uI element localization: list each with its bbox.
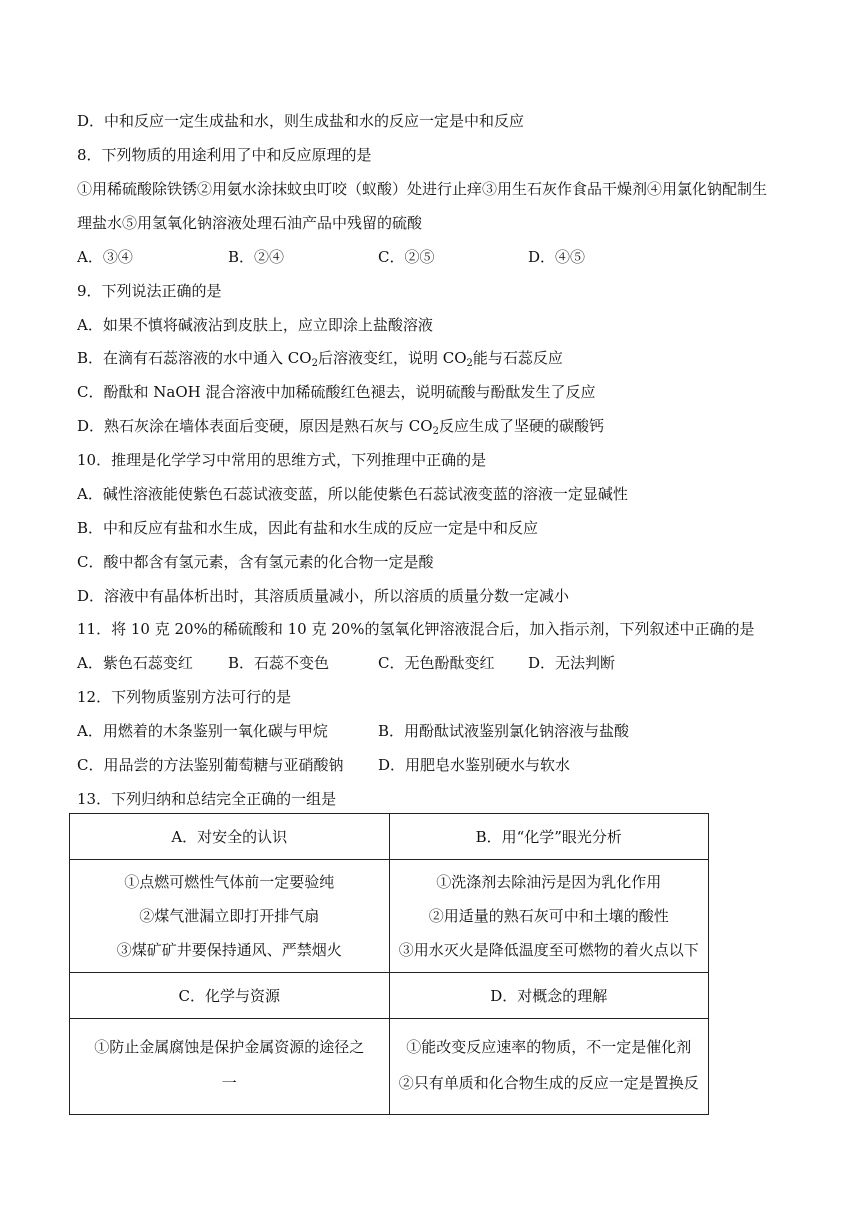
q13-cell-b-items	[389, 860, 709, 973]
q13-cell-a-title: A．对安全的认识	[70, 814, 390, 860]
q9-option-a: A．如果不慎将碱液沾到皮肤上，应立即涂上盐酸溶液	[77, 316, 433, 334]
q13-c-item-1: ①防止金属腐蚀是保护金属资源的途径之	[94, 1038, 365, 1056]
q13-cell-d-items	[389, 1019, 709, 1115]
q9-b-sub-2: 2	[466, 358, 473, 369]
q8-stem: 8．下列物质的用途利用了中和反应原理的是	[77, 146, 372, 164]
q9-stem: 9．下列说法正确的是	[77, 282, 222, 300]
q9-d-sub: 2	[432, 426, 439, 437]
q9-b-text-3: 能与石蕊反应	[472, 349, 563, 367]
q12-option-c: C．用品尝的方法鉴别葡萄糖与亚硝酸钠	[77, 756, 344, 774]
q9-b-sub-1: 2	[311, 358, 318, 369]
q9-d-text-1: D．熟石灰涂在墙体表面后变硬，原因是熟石灰与 CO	[77, 417, 433, 435]
q13-cell-c-items	[70, 1019, 390, 1115]
q9-b-text-1: B．在滴有石蕊溶液的水中通入 CO	[77, 349, 312, 367]
q13-b-item-1: ①洗涤剂去除油污是因为乳化作用	[436, 873, 662, 891]
q7-option-d: D．中和反应一定生成盐和水，则生成盐和水的反应一定是中和反应	[77, 112, 525, 130]
q13-a-item-3: ③煤矿矿井要保持通风、严禁烟火	[116, 941, 342, 959]
q8-desc-line-1: ①用稀硫酸除铁锈②用氨水涂抹蚊虫叮咬（蚁酸）处进行止痒③用生石灰作食品干燥剂④用氯化钠配制生	[77, 180, 768, 198]
q13-table	[69, 813, 709, 1115]
q13-stem: 13．下列归纳和总结完全正确的一组是	[77, 790, 337, 808]
q13-cell-c-title: C．化学与资源	[70, 973, 390, 1019]
q12-option-d: D．用肥皂水鉴别硬水与软水	[378, 756, 571, 774]
q8-option-a: A．③④	[77, 248, 133, 266]
q9-d-text-2: 反应生成了坚硬的碳酸钙	[438, 417, 604, 435]
q12-stem: 12．下列物质鉴别方法可行的是	[77, 688, 292, 706]
q11-option-b: B．石蕊不变色	[228, 654, 330, 672]
q10-option-b: B．中和反应有盐和水生成，因此有盐和水生成的反应一定是中和反应	[77, 519, 539, 537]
q8-option-c: C．②⑤	[378, 248, 435, 266]
q10-option-c: C．酸中都含有氢元素，含有氢元素的化合物一定是酸	[77, 553, 434, 571]
q12-option-a: A．用燃着的木条鉴别一氧化碳与甲烷	[77, 722, 328, 740]
q9-b-text-2: 后溶液变红，说明 CO	[317, 349, 467, 367]
q11-option-a: A．紫色石蕊变红	[77, 654, 193, 672]
q9-option-b	[77, 348, 563, 368]
q11-option-d: D．无法判断	[528, 654, 616, 672]
q11-stem: 11．将 10 克 20%的稀硫酸和 10 克 20%的氢氧化钾溶液混合后，加入指示剂，下列叙述中正确的是	[77, 620, 755, 638]
q10-option-d: D．溶液中有晶体析出时，其溶质质量减小，所以溶质的质量分数一定减小	[77, 587, 570, 605]
q10-option-a: A．碱性溶液能使紫色石蕊试液变蓝，所以能使紫色石蕊试液变蓝的溶液一定显碱性	[77, 485, 628, 503]
q13-cell-d-title: D．对概念的理解	[389, 973, 709, 1019]
q8-desc-line-2: 理盐水⑤用氢氧化钠溶液处理石油产品中残留的硫酸	[77, 214, 423, 232]
q8-option-d: D．④⑤	[528, 248, 586, 266]
q10-stem: 10．推理是化学学习中常用的思维方式，下列推理中正确的是	[77, 451, 487, 469]
q13-cell-b-title: B．用“化学”眼光分析	[389, 814, 709, 860]
q13-b-item-2: ②用适量的熟石灰可中和土壤的酸性	[428, 907, 669, 925]
q9-option-c: C．酚酞和 NaOH 混合溶液中加稀硫酸红色褪去，说明硫酸与酚酞发生了反应	[77, 383, 596, 401]
q9-option-d	[77, 416, 604, 436]
q13-b-item-3: ③用水灭火是降低温度至可燃物的着火点以下	[398, 941, 699, 959]
q13-c-item-2: 一	[221, 1074, 237, 1092]
q13-a-item-2: ②煤气泄漏立即打开排气扇	[139, 907, 320, 925]
q8-option-b: B．②④	[228, 248, 285, 266]
q13-cell-a-items	[70, 860, 390, 973]
q13-d-item-1: ①能改变反应速率的物质，不一定是催化剂	[406, 1038, 692, 1056]
q13-a-item-1: ①点燃可燃性气体前一定要验纯	[124, 873, 335, 891]
q11-option-c: C．无色酚酞变红	[378, 654, 495, 672]
q12-option-b: B．用酚酞试液鉴别氯化钠溶液与盐酸	[378, 722, 630, 740]
q13-d-item-2: ②只有单质和化合物生成的反应一定是置换反	[398, 1074, 699, 1092]
